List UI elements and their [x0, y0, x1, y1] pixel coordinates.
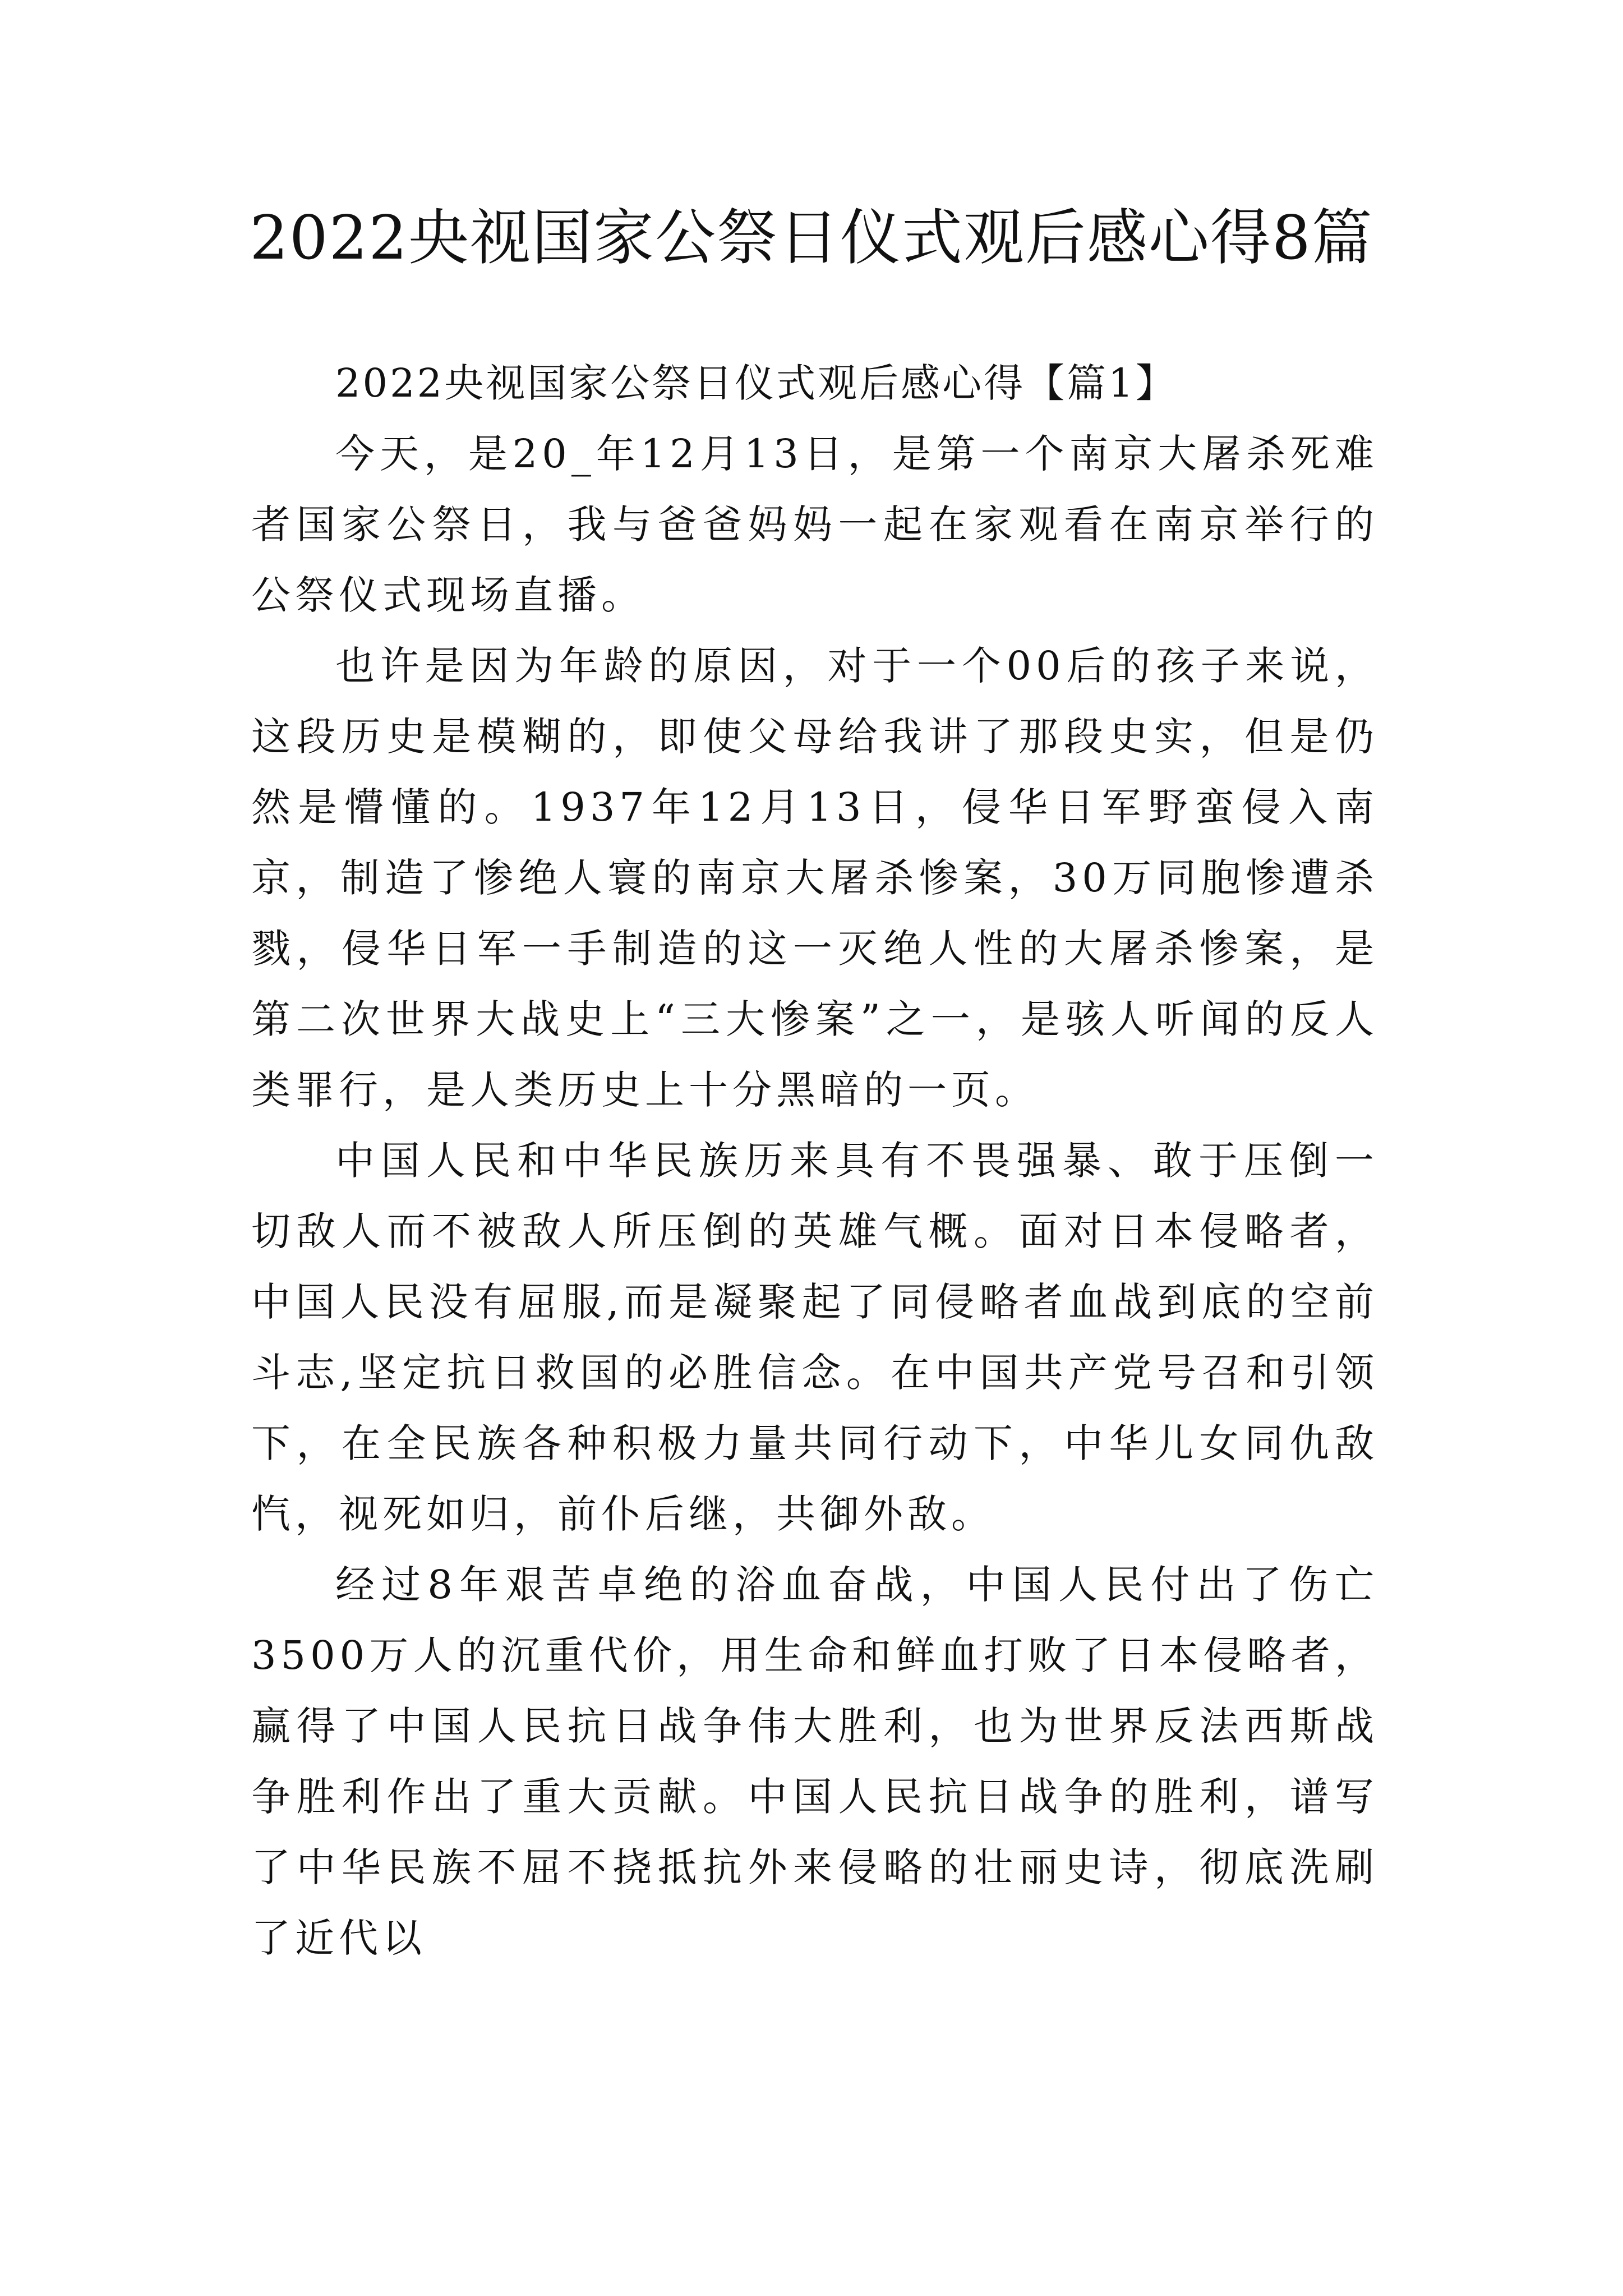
- paragraph-2: 也许是因为年龄的原因，对于一个00后的孩子来说，这段历史是模糊的，即使父母给我讲了那段史实，但是仍然是懵懂的。1937年12月13日，侵华日军野蛮侵入南京，制造了惨绝人寰的南京大屠杀惨案，30万同胞惨遭杀戮，侵华日军一手制造的这一灭绝人性的大屠杀惨案，是第二次世界大战史上“三大惨案”之一，是骇人听闻的反人类罪行，是人类历史上十分黑暗的一页。: [251, 643, 1378, 1113]
- paragraph-1: 今天，是20_年12月13日，是第一个南京大屠杀死难者国家公祭日，我与爸爸妈妈一起在家观看在南京举行的公祭仪式现场直播。: [251, 431, 1378, 618]
- document-title: 2022央视国家公祭日仪式观后感心得8篇: [250, 203, 1373, 273]
- section-heading: 2022央视国家公祭日仪式观后感心得【篇1】: [335, 360, 1177, 406]
- paragraph-4: 经过8年艰苦卓绝的浴血奋战，中国人民付出了伤亡3500万人的沉重代价，用生命和鲜血打败了日本侵略者，赢得了中国人民抗日战争伟大胜利，也为世界反法西斯战争胜利作出了重大贡献。中国人民抗日战争的胜利，谱写了中华民族不屈不挠抵抗外来侵略的壮丽史诗，彻底洗刷了近代以: [251, 1562, 1378, 1961]
- document-body: [251, 348, 1378, 1973]
- paragraph-3: 中国人民和中华民族历来具有不畏强暴、敢于压倒一切敌人而不被敌人所压倒的英雄气概。面对日本侵略者，中国人民没有屈服,而是凝聚起了同侵略者血战到底的空前斗志,坚定抗日救国的必胜信念。在中国共产党号召和引领下，在全民族各种积极力量共同行动下，中华儿女同仇敌忾，视死如归，前仆后继，共御外敌。: [251, 1138, 1378, 1537]
